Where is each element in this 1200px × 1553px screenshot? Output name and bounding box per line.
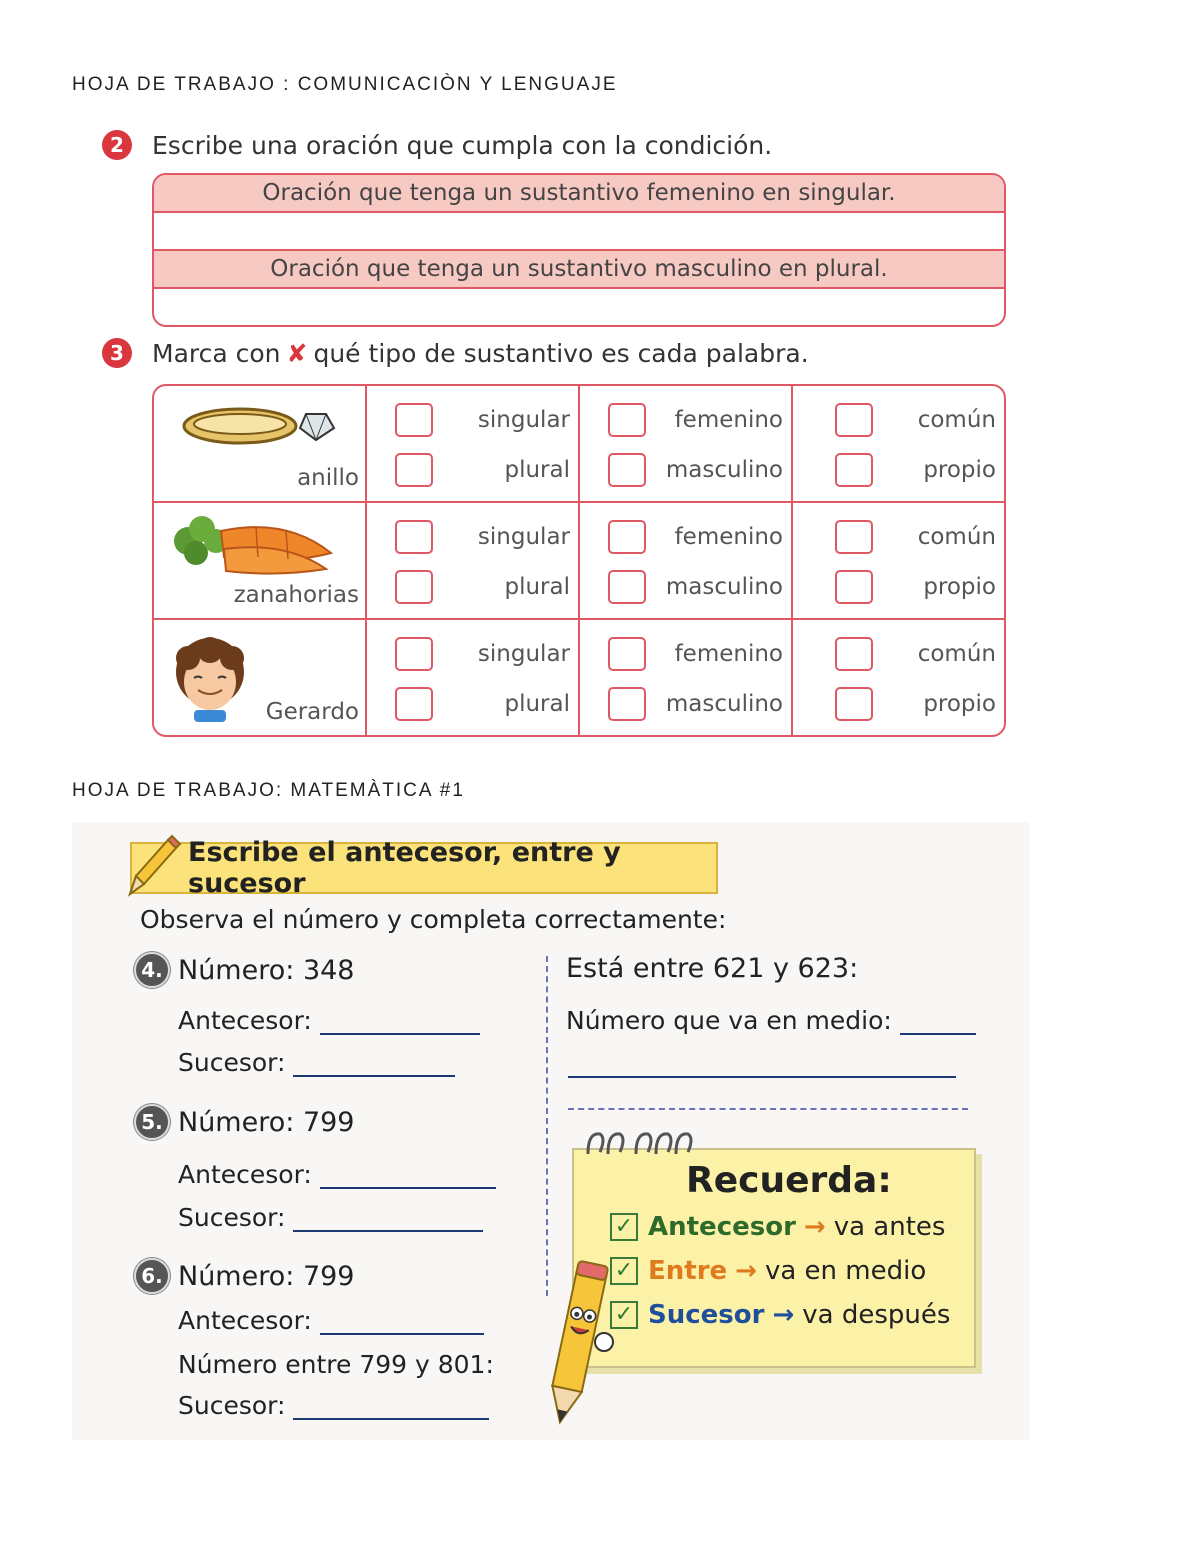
sentence-condition-table [152,173,1006,327]
q5-antecesor-line [178,1160,496,1189]
option-label: singular [477,407,570,433]
exercise-2-heading [102,130,772,160]
word-label: anillo [297,465,359,491]
reminder-item-entre [610,1256,926,1286]
option-label: masculino [665,574,783,600]
question-number-badge: 6. [134,1258,170,1294]
checkbox-common[interactable] [835,637,873,671]
type-options-cell [793,503,1004,620]
pencil-mascot-icon [534,1254,620,1430]
reminder-desc: va antes [833,1212,946,1242]
antecesor-blank[interactable] [320,1011,480,1035]
number-value: 348 [302,954,355,986]
number-label: Número: [178,1260,295,1292]
option-label: femenino [674,524,783,550]
checkbox-proper[interactable] [835,453,873,487]
checkbox-plural[interactable] [395,453,433,487]
answer-row-2[interactable] [154,289,1004,325]
option-label: propio [923,457,996,483]
reminder-term: Entre [648,1256,728,1286]
condition-row-feminine: Oración que tenga un sustantivo femenino en singular. [154,175,1004,213]
arrow-right-icon: → [772,1300,795,1330]
ring-icon [178,400,338,450]
arrow-right-icon: → [735,1256,757,1286]
option-label: común [917,524,996,550]
checkbox-masculine[interactable] [608,570,646,604]
checkbox-common[interactable] [835,403,873,437]
checkmark-icon: ✓ [610,1213,638,1241]
word-cell-carrots [154,503,367,620]
checkbox-plural[interactable] [395,570,433,604]
arrow-right-icon: → [803,1212,826,1242]
cross-mark-icon: ✘ [286,338,308,368]
type-options-cell [793,620,1004,735]
checkbox-singular[interactable] [395,520,433,554]
reminder-title: Recuerda: [686,1160,892,1201]
checkbox-feminine[interactable] [608,637,646,671]
worksheet-title-math: HOJA DE TRABAJO: MATEMÀTICA #1 [72,780,465,801]
number-value: 799 [302,1260,355,1292]
gender-options-cell [580,503,793,620]
between-label: Está entre [566,953,705,984]
number-value: 799 [302,1106,355,1138]
q6-antecesor-line [178,1306,484,1335]
pencil-icon [122,832,182,902]
question-5 [134,1104,355,1140]
exercise-2-instruction: Escribe una oración que cumpla con la condición. [152,130,773,160]
sucesor-blank[interactable] [293,1053,455,1077]
reminder-term: Antecesor [648,1212,796,1242]
number-options-cell [367,620,580,735]
q4-sucesor-line [178,1048,455,1077]
checkbox-singular[interactable] [395,403,433,437]
middle-number-answer-line[interactable] [568,1076,956,1078]
sucesor-blank[interactable] [293,1208,483,1232]
option-label: masculino [665,691,783,717]
reminder-item-sucesor [610,1300,950,1330]
option-label: masculino [665,457,783,483]
option-label: propio [923,574,996,600]
answer-row-1[interactable] [154,213,1004,251]
question-4 [134,952,355,988]
option-label: femenino [674,641,783,667]
gender-options-cell [580,386,793,503]
horizontal-divider [568,1108,968,1110]
reminder-term: Sucesor [648,1300,765,1330]
worksheet-title-communication: HOJA DE TRABAJO : COMUNICACIÒN Y LENGUAJE [72,74,618,95]
option-label: propio [923,691,996,717]
checkbox-singular[interactable] [395,637,433,671]
antecesor-blank[interactable] [320,1165,496,1189]
reminder-desc: va después [802,1300,951,1330]
checkbox-masculine[interactable] [608,687,646,721]
number-options-cell [367,386,580,503]
q4-antecesor-line [178,1006,480,1035]
antecesor-label: Antecesor: [178,1006,312,1035]
option-label: femenino [674,407,783,433]
word-label: zanahorias [233,582,359,608]
antecesor-label: Antecesor: [178,1160,312,1189]
q6-entre-line: Número entre 799 y 801: [178,1350,494,1379]
question-number-badge: 5. [134,1104,170,1140]
checkbox-proper[interactable] [835,570,873,604]
number-label: Número: [178,954,295,986]
noun-classification-grid [152,384,1006,737]
option-label: plural [504,574,570,600]
middle-number-line [566,1006,976,1035]
antecesor-label: Antecesor: [178,1306,312,1335]
option-label: común [917,407,996,433]
checkbox-proper[interactable] [835,687,873,721]
column-divider [546,956,548,1296]
checkbox-masculine[interactable] [608,453,646,487]
exercise-3-instruction-b: qué tipo de sustantivo es cada palabra. [313,338,809,368]
antecesor-blank[interactable] [320,1311,484,1335]
boy-face-icon [164,634,264,728]
checkbox-common[interactable] [835,520,873,554]
q5-sucesor-line [178,1203,483,1232]
math-banner-text: Escribe el antecesor, entre y sucesor [188,837,621,899]
reminder-item-antecesor [610,1212,945,1242]
option-label: plural [504,691,570,717]
checkbox-feminine[interactable] [608,403,646,437]
between-numbers: 621 y 623: [712,953,859,984]
exercise-number-badge: 2 [102,130,132,160]
exercise-3-heading [102,338,809,368]
checkmark-icon: ✓ [610,1257,638,1285]
word-label: Gerardo [265,699,359,725]
sucesor-label: Sucesor: [178,1391,286,1420]
checkmark-icon: ✓ [610,1301,638,1329]
exercise-3-instruction-a: Marca con [152,338,281,368]
number-label: Número: [178,1106,295,1138]
gender-options-cell [580,620,793,735]
word-cell-ring [154,386,367,503]
math-banner [130,837,718,899]
carrots-icon [166,511,336,577]
middle-number-label: Número que va en medio: [566,1006,892,1035]
option-label: común [917,641,996,667]
between-question [566,953,858,984]
question-number-badge: 4. [134,952,170,988]
exercise-number-badge: 3 [102,338,132,368]
option-label: singular [477,641,570,667]
word-cell-boy [154,620,367,735]
math-instruction: Observa el número y completa correctamente: [140,905,727,934]
middle-number-blank[interactable] [900,1011,976,1035]
option-label: singular [477,524,570,550]
number-options-cell [367,503,580,620]
checkbox-plural[interactable] [395,687,433,721]
reminder-desc: va en medio [764,1256,927,1286]
question-6 [134,1258,355,1294]
checkbox-feminine[interactable] [608,520,646,554]
option-label: plural [504,457,570,483]
type-options-cell [793,386,1004,503]
spiral-binding-icon [580,1124,710,1160]
sucesor-blank[interactable] [293,1396,489,1420]
q6-sucesor-line [178,1391,489,1420]
sucesor-label: Sucesor: [178,1203,286,1232]
sucesor-label: Sucesor: [178,1048,286,1077]
condition-row-masculine: Oración que tenga un sustantivo masculino en plural. [154,251,1004,289]
